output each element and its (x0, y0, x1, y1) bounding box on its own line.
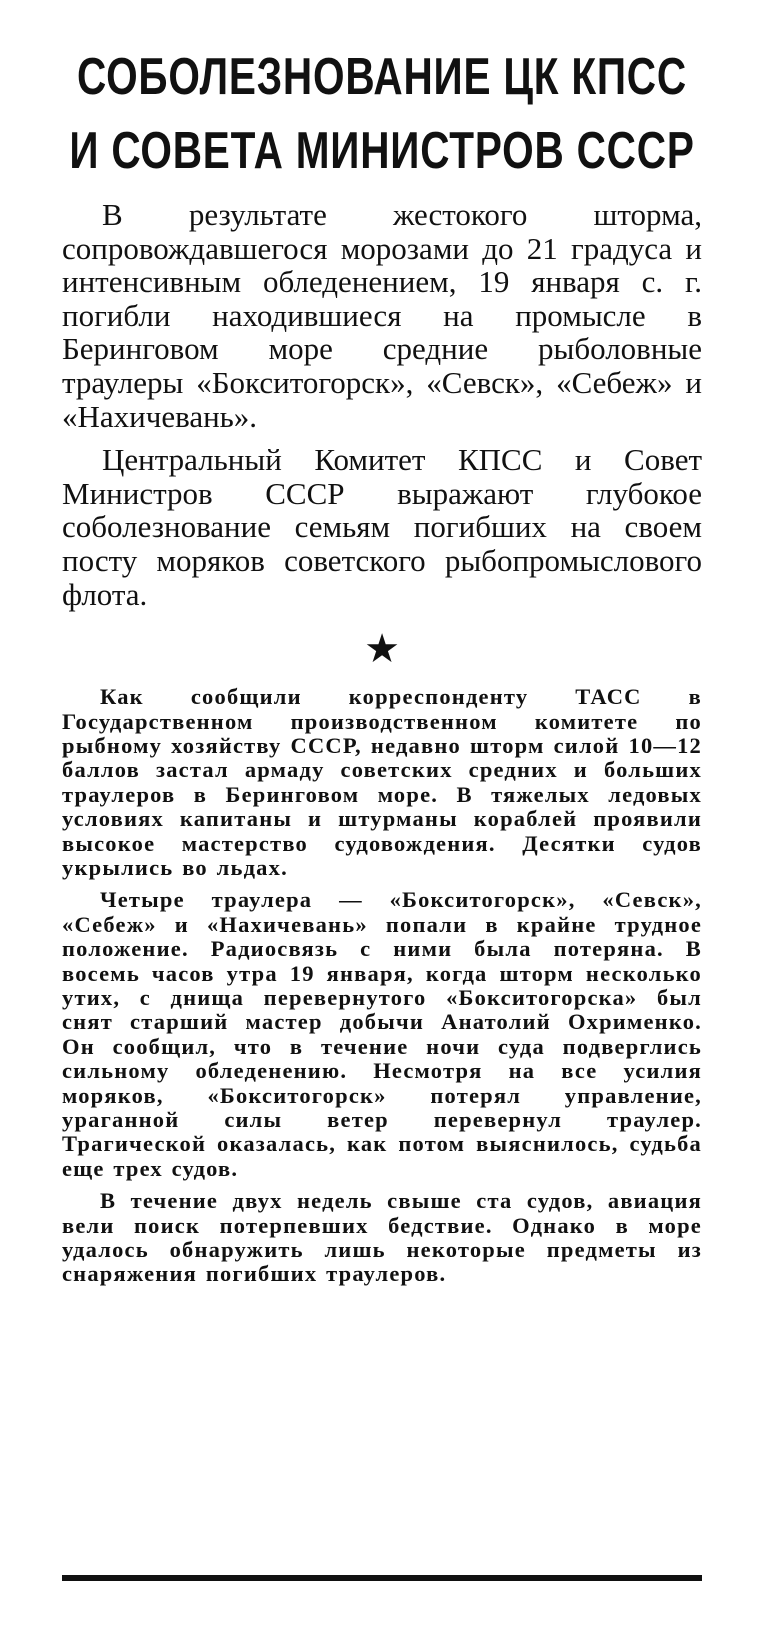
body-paragraph-3: В течение двух недель свыше ста судов, авиация вели поиск потерпевших бедствие. Однако в море удалось обнаружить лишь некоторые предметы из снаряжения погибших траулеров. (62, 1188, 702, 1287)
lead-section (62, 198, 702, 611)
lead-paragraph-2: Центральный Комитет КПСС и Совет Министров СССР выражают глубокое соболезнование семьям погибших на своем посту моряков советского рыбопромыслового флота. (62, 442, 702, 612)
body-section (62, 685, 702, 1287)
body-paragraph-1: Как сообщили корреспонденту ТАСС в Государственном производственном комитете по рыбному хозяйству СССР, недавно шторм силой 10—12 баллов застал армаду советских средних и больших траулеров в Беринговом море. В тяжелых ледовых условиях капитаны и штурманы кораблей проявили высокое мастерство судовождения. Десятки судов укрылись во льдах. (62, 684, 702, 880)
lead-paragraph-1: В результате жестокого шторма, сопровождавшегося морозами до 21 градуса и интенсивным обледенением, 19 января с. г. погибли находившиеся на промысле в Беринговом море средние рыболовные траулеры «Бокситогорск», «Севск», «Себеж» и «Нахичевань». (62, 197, 702, 434)
bottom-rule (62, 1575, 702, 1581)
star-separator: ★ (364, 626, 400, 673)
headline (62, 40, 702, 188)
headline-line-1: СОБОЛЕЗНОВАНИЕ ЦК КПСС (77, 48, 687, 106)
headline-line-2: И СОВЕТА МИНИСТРОВ СССР (69, 122, 695, 180)
body-paragraph-2: Четыре траулера — «Бокситогорск», «Севск», «Себеж» и «Нахичевань» попали в крайне трудное положение. Радиосвязь с ними была потеряна. В восемь часов утра 19 января, когда шторм несколько утих, с днища перевернутого «Бокситогорска» был снят старший мастер добычи Анатолий Охрименко. Он сообщил, что в течение ночи суда подверглись сильному обледенению. Несмотря на все усилия моряков, «Бокситогорск» потерял управление, ураганной силы ветер перевернул траулер. Трагической оказалась, как потом выяснилось, судьба еще трех судов. (62, 887, 702, 1181)
article (62, 40, 702, 1287)
